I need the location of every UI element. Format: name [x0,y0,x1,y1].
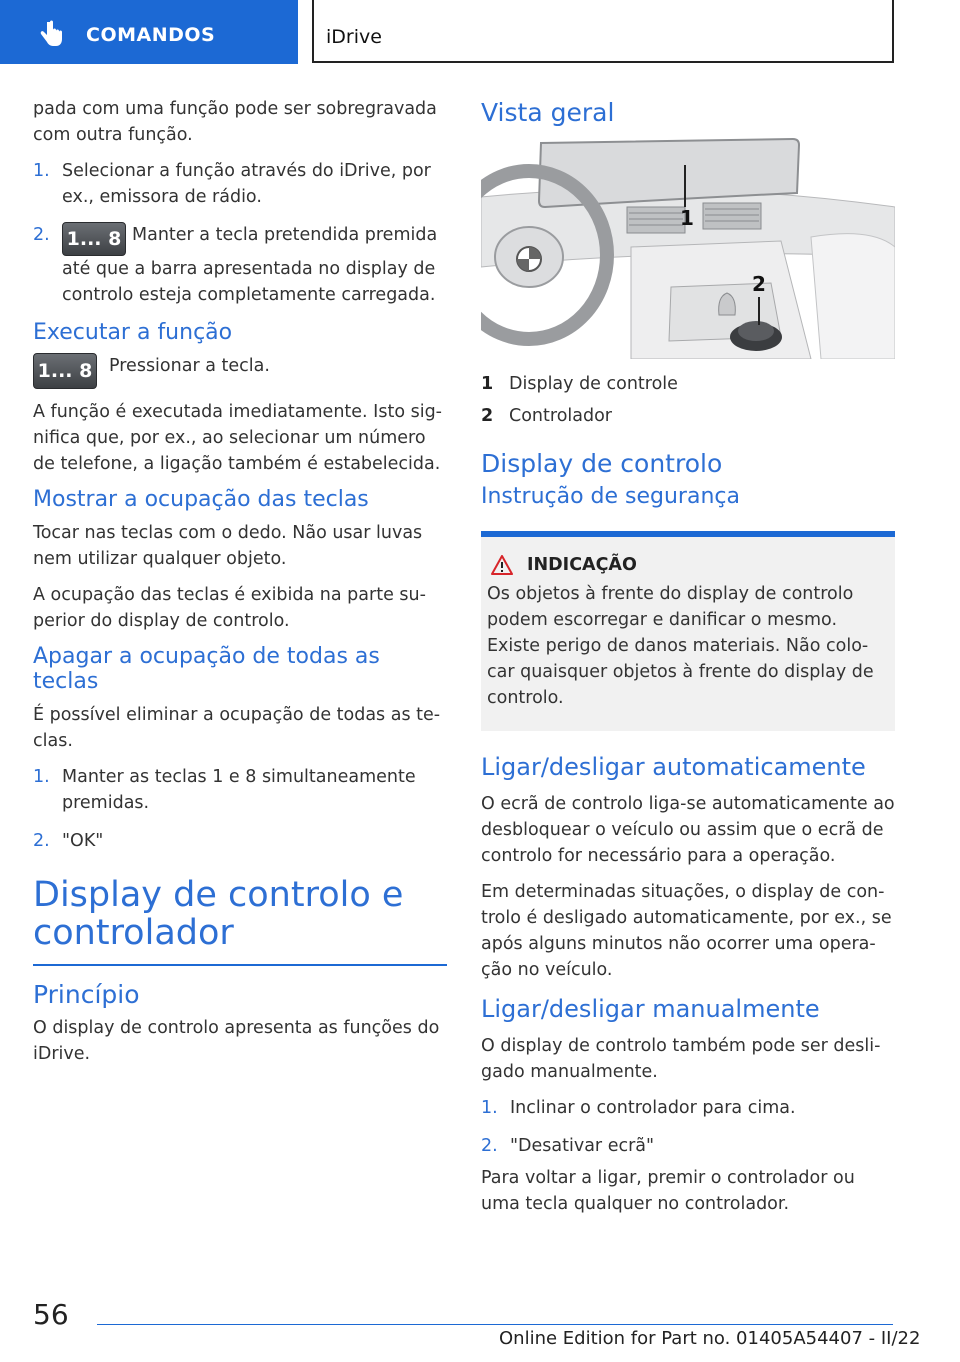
left-column [33,96,447,1077]
list-text: Manter a tecla pretendida premida até que a barra apresentada no display de controlo esteja completamente carregada. [62,225,438,305]
list-text: Manter as teclas 1 e 8 simultaneamente premidas. [62,767,416,813]
section-tab [0,0,298,64]
heading-control-display: Display de controlo [481,449,723,478]
legend-text: Display de controle [509,374,678,394]
section-tab-label: COMANDOS [86,24,216,46]
execute-paragraph: A função é executada imediatamente. Isto significa que, por ex., ao selecionar um número de telefone, a ligação também é estabelecida. [33,402,442,474]
hand-pointer-icon [38,20,64,48]
list-number: 2. [33,225,50,245]
notice-text: Os objetos à frente do display de controlo podem escorregar e danificar o mesmo. Existe perigo de danos materiais. Não colocar quaisquer objetos à frente do display de controlo. [487,584,874,708]
list-text: Inclinar o controlador para cima. [510,1098,796,1118]
list-number: 1. [33,161,50,181]
notice-box [481,531,895,731]
legend-item [481,371,895,397]
list-item [33,828,447,854]
key-instruction: Pressionar a tecla. [109,356,270,376]
favorite-key-icon: 1... 8 [62,222,126,256]
warning-triangle-icon [491,555,513,575]
heading-auto-on-off: Ligar/desligar automaticamente [481,753,866,781]
list-item [481,1133,895,1159]
legend-text: Controlador [509,406,612,426]
list-item [481,1095,895,1121]
list-number: 2. [33,831,50,851]
key-row [33,353,447,389]
heading-execute-function: Executar a função [33,320,233,345]
list-number: 1. [481,1098,498,1118]
heading-show-keys: Mostrar a ocupação das teclas [33,487,369,512]
heading-safety: Instrução de segurança [481,484,740,509]
list-text-with-key [62,222,447,308]
list-number: 1. [33,767,50,787]
intro-paragraph: pada com uma função pode ser sobregravada com outra função. [33,99,437,145]
legend-number: 1 [481,374,494,394]
list-number: 2. [481,1136,498,1156]
favorite-key-icon: 1... 8 [33,353,97,389]
right-column [481,96,895,1227]
heading-clear-keys: Apagar a ocupação de todas as teclas [33,644,380,694]
auto-paragraph-2: Em determinadas situações, o display de controlo é desligado automaticamente, por ex., se após alguns minutos não ocorrer uma operação no veículo. [481,882,892,980]
heading-overview: Vista geral [481,98,615,127]
principle-paragraph: O display de controlo apresenta as funções do iDrive. [33,1018,440,1064]
heading-principle: Princípio [33,980,140,1009]
chapter-heading: Display de controlo e controlador [33,875,404,953]
list-item [33,764,447,816]
legend-item [481,403,895,429]
figure-legend [481,371,895,429]
list-text: Selecionar a função através do iDrive, por ex., emissora de rádio. [62,161,431,207]
show-paragraph-2: A ocupação das teclas é exibida na parte superior do display de controlo. [33,585,426,631]
legend-number: 2 [481,406,494,426]
heading-divider [33,964,447,966]
manual-paragraph: O display de controlo também pode ser desligado manualmente. [481,1036,881,1082]
callout-1: 1 [680,206,694,230]
chapter-header [312,0,894,63]
notice-header [487,537,887,581]
footer-divider [97,1324,893,1325]
list-text: "OK" [62,831,104,851]
list-text: "Desativar ecrã" [510,1136,655,1156]
heading-manual-on-off: Ligar/desligar manualmente [481,995,820,1023]
chapter-title: iDrive [326,26,382,48]
list-item [33,222,447,308]
edition-info: Online Edition for Part no. 01405A54407 - II/22 [499,1328,921,1349]
show-paragraph-1: Tocar nas teclas com o dedo. Não usar luvas nem utilizar qualquer objeto. [33,523,423,569]
clear-paragraph: É possível eliminar a ocupação de todas as teclas. [33,705,441,751]
final-paragraph: Para voltar a ligar, premir o controlador ou uma tecla qualquer no controlador. [481,1168,855,1214]
list-item [33,158,447,210]
page-number: 56 [33,1298,69,1331]
cockpit-illustration [481,137,895,359]
callout-2: 2 [752,272,766,296]
notice-title: INDICAÇÃO [527,555,637,575]
auto-paragraph-1: O ecrã de controlo liga-se automaticamente ao desbloquear o veículo ou assim que o ecrã de controlo for necessário para a operação. [481,794,895,866]
